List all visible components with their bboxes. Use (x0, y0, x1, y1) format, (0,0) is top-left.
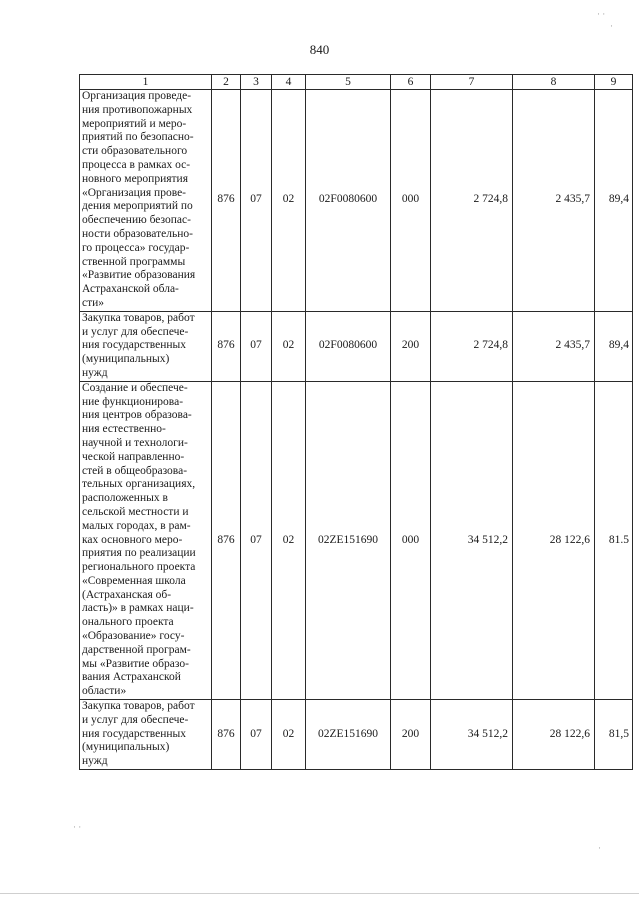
description-line: Астраханской обла- (82, 283, 179, 296)
admin-code-cell: 876 (212, 311, 241, 381)
row-description (80, 381, 212, 699)
admin-code-cell: 876 (212, 90, 241, 312)
description-line: вания Астраханской (82, 671, 181, 684)
section-code-cell: 07 (241, 311, 272, 381)
description-line: малых городах, в рам- (82, 519, 191, 532)
planned-amount-cell: 2 724,8 (431, 90, 513, 312)
header-cell-7: 7 (431, 75, 513, 90)
page-number: 840 (309, 42, 330, 57)
description-line: тельных организациях, (82, 478, 196, 491)
subsection-code-cell: 02 (272, 311, 306, 381)
description-line: Организация проведе- (82, 90, 192, 102)
page-bottom-edge (0, 893, 639, 894)
description-line: (Астраханская об- (82, 588, 172, 601)
row-description (80, 90, 212, 312)
row-description (80, 700, 212, 770)
description-line: сти» (82, 296, 105, 309)
actual-amount-cell: 28 122,6 (513, 381, 595, 699)
target-article-cell: 02ZE151690 (306, 381, 391, 699)
description-line: нужд (82, 366, 108, 379)
admin-code-cell: 876 (212, 700, 241, 770)
description-line: ности образовательно- (82, 227, 193, 240)
description-line: ния государственных (82, 727, 187, 740)
description-line: приятий по безопасно- (82, 131, 194, 144)
description-line: ласть)» в рамках наци- (82, 602, 194, 615)
table-row (80, 381, 633, 699)
description-line: ческой направленно- (82, 450, 185, 463)
expense-type-cell: 000 (391, 381, 431, 699)
expense-type-cell: 000 (391, 90, 431, 312)
description-line: Закупка товаров, работ (82, 700, 195, 713)
description-line: го процесса» государ- (82, 241, 190, 254)
description-line: дарственной програм- (82, 643, 191, 656)
percent-cell: 89,4 (595, 90, 633, 312)
subsection-code-cell: 02 (272, 381, 306, 699)
row-description (80, 311, 212, 381)
description-line: обеспечению безопас- (82, 214, 191, 227)
description-line: и услуг для обеспече- (82, 325, 189, 338)
percent-cell: 81.5 (595, 381, 633, 699)
description-line: онального проекта (82, 616, 174, 629)
scan-artifact: · (598, 843, 601, 853)
header-cell-3: 3 (241, 75, 272, 90)
table-row (80, 90, 633, 312)
section-code-cell: 07 (241, 90, 272, 312)
admin-code-cell: 876 (212, 381, 241, 699)
description-line: дения мероприятий по (82, 200, 193, 213)
target-article-cell: 02ZE151690 (306, 700, 391, 770)
description-line: сельской местности и (82, 505, 189, 518)
description-line: Создание и обеспече- (82, 381, 188, 394)
description-line: ственной программы (82, 255, 186, 268)
description-line: стей в общеобразова- (82, 464, 188, 477)
scan-artifact: · · (597, 9, 606, 19)
description-line: ния государственных (82, 339, 187, 352)
description-line: мы «Развитие образо- (82, 657, 189, 670)
description-line: приятия по реализации (82, 547, 196, 560)
description-line: ния естественно- (82, 423, 166, 436)
description-line: «Образование» госу- (82, 630, 185, 643)
actual-amount-cell: 2 435,7 (513, 311, 595, 381)
section-code-cell: 07 (241, 700, 272, 770)
planned-amount-cell: 34 512,2 (431, 381, 513, 699)
description-line: научной и технологи- (82, 436, 188, 449)
table-row (80, 700, 633, 770)
description-line: (муниципальных) (82, 353, 170, 366)
section-code-cell: 07 (241, 381, 272, 699)
description-line: (муниципальных) (82, 741, 170, 754)
header-cell-4: 4 (272, 75, 306, 90)
planned-amount-cell: 34 512,2 (431, 700, 513, 770)
description-line: сти образовательного (82, 145, 188, 158)
budget-table (79, 74, 633, 770)
description-line: ках основного меро- (82, 533, 183, 546)
description-line: «Современная школа (82, 574, 186, 587)
percent-cell: 89,4 (595, 311, 633, 381)
target-article-cell: 02F0080600 (306, 311, 391, 381)
description-line: нужд (82, 755, 108, 768)
description-line: расположенных в (82, 492, 168, 505)
table-header-row (80, 75, 633, 90)
header-cell-1: 1 (80, 75, 212, 90)
description-line: ния противопожарных (82, 103, 193, 116)
planned-amount-cell: 2 724,8 (431, 311, 513, 381)
actual-amount-cell: 28 122,6 (513, 700, 595, 770)
description-line: ние функционирова- (82, 395, 184, 408)
description-line: регионального проекта (82, 561, 196, 574)
header-cell-2: 2 (212, 75, 241, 90)
subsection-code-cell: 02 (272, 700, 306, 770)
description-line: области» (82, 685, 127, 698)
description-line: и услуг для обеспече- (82, 713, 189, 726)
scan-artifact: · (610, 21, 613, 31)
description-line: Закупка товаров, работ (82, 311, 195, 324)
percent-cell: 81,5 (595, 700, 633, 770)
description-line: мероприятий и меро- (82, 117, 187, 130)
description-line: «Организация прове- (82, 186, 187, 199)
description-line: ния центров образова- (82, 409, 192, 422)
expense-type-cell: 200 (391, 700, 431, 770)
scan-artifact: · · (73, 822, 82, 832)
subsection-code-cell: 02 (272, 90, 306, 312)
description-line: процесса в рамках ос- (82, 158, 191, 171)
header-cell-6: 6 (391, 75, 431, 90)
target-article-cell: 02F0080600 (306, 90, 391, 312)
header-cell-9: 9 (595, 75, 633, 90)
actual-amount-cell: 2 435,7 (513, 90, 595, 312)
header-cell-5: 5 (306, 75, 391, 90)
table-row (80, 311, 633, 381)
expense-type-cell: 200 (391, 311, 431, 381)
header-cell-8: 8 (513, 75, 595, 90)
description-line: новного мероприятия (82, 172, 188, 185)
description-line: «Развитие образования (82, 269, 196, 282)
